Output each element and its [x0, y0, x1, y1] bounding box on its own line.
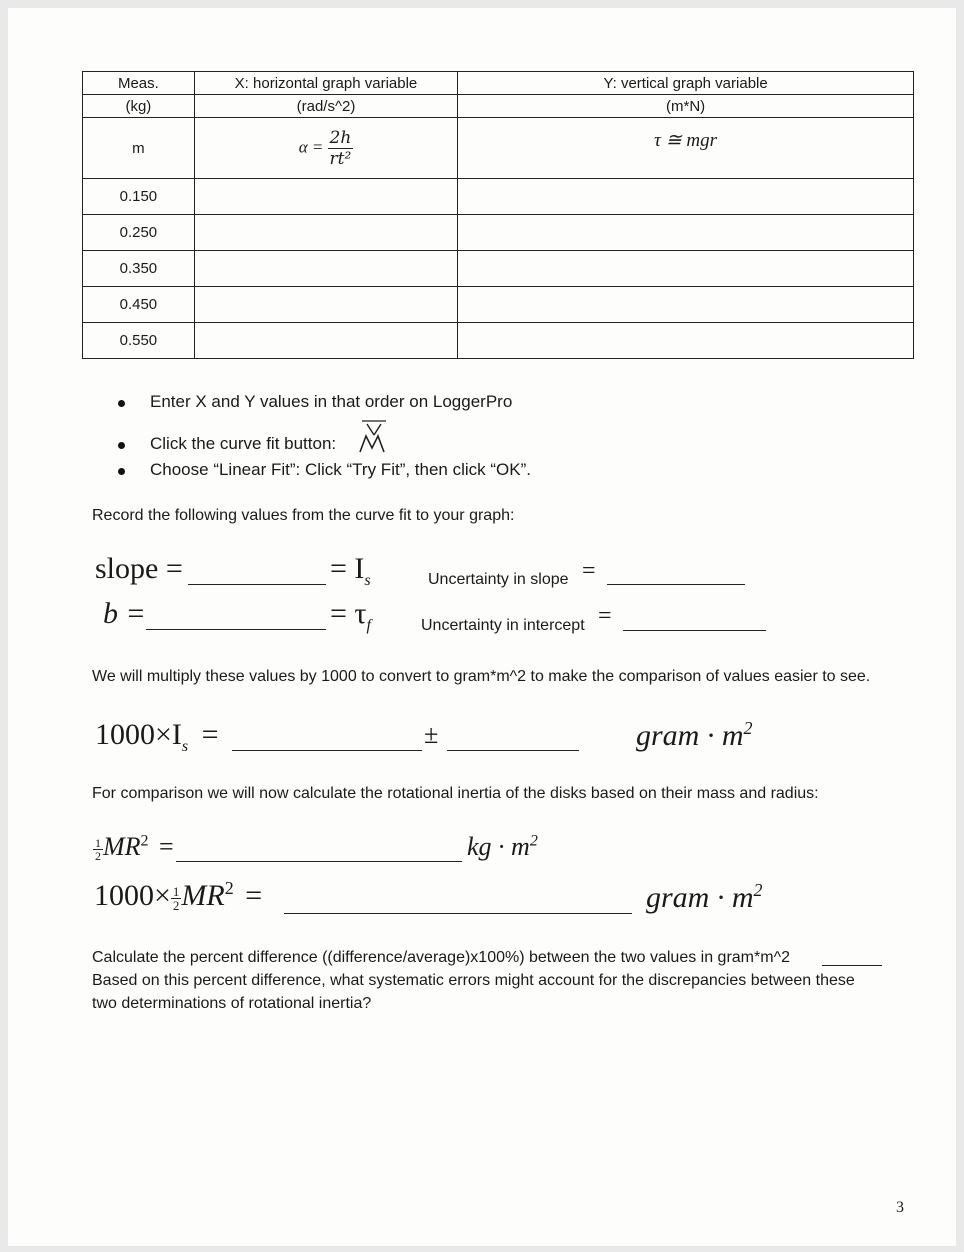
scaled-is-eq: =: [201, 718, 219, 751]
scaled-mr2-eq: =: [245, 879, 263, 912]
comparison-note: For comparison we will now calculate the rotational inertia of the disks based on their mass and radius:: [92, 785, 819, 802]
half-mr2-sup: 2: [140, 832, 149, 850]
scaled-mr2-expr: MR: [181, 879, 225, 912]
scaled-mr2-unit-sup: 2: [753, 880, 763, 900]
table-header-row-2: [83, 95, 914, 118]
half-mr2-blank[interactable]: [176, 861, 462, 862]
scaled-mr2-unit: [646, 880, 763, 915]
scaled-mr2-sup: 2: [224, 878, 234, 898]
slope-rhs-text: = I: [330, 552, 365, 585]
instruction-1: Enter X and Y values in that order on LoggerPro: [150, 392, 513, 411]
bullet-dot: [118, 442, 125, 449]
scaled-is-uncertainty-blank[interactable]: [447, 750, 579, 751]
y-input-cell[interactable]: [458, 251, 914, 287]
y-input-cell[interactable]: [458, 179, 914, 215]
slope-uncertainty-label: Uncertainty in slope: [428, 571, 569, 588]
half-mr2-unit-sup: 2: [529, 832, 538, 850]
mass-cell: 0.450: [83, 287, 195, 323]
header-unit-kg: (kg): [83, 95, 195, 118]
scaled-is-lhs: [95, 718, 219, 756]
plus-minus-sign: ±: [424, 720, 439, 749]
x-input-cell[interactable]: [194, 215, 457, 251]
scaled-mr2-prefix: 1000×: [94, 879, 171, 912]
slope-lhs: slope =: [95, 552, 183, 585]
scaled-half-num: 1: [172, 883, 180, 899]
intercept-rhs-sub: f: [366, 617, 371, 634]
record-prompt: Record the following values from the curve fit to your graph:: [92, 507, 515, 524]
x-input-cell[interactable]: [194, 323, 457, 359]
x-input-cell[interactable]: [194, 251, 457, 287]
systematic-error-question-cont: two determinations of rotational inertia?: [92, 995, 372, 1012]
x-input-cell[interactable]: [194, 179, 457, 215]
table-row: [83, 323, 914, 359]
scaled-mr2-blank[interactable]: [284, 913, 632, 914]
instruction-list: [118, 392, 718, 492]
scaled-is-unit-sup: 2: [743, 718, 753, 738]
alpha-denominator: rt²: [329, 148, 352, 169]
y-input-cell[interactable]: [458, 215, 914, 251]
intercept-blank[interactable]: [146, 629, 326, 630]
half-mr2-lhs: [93, 832, 174, 862]
multiply-note: We will multiply these values by 1000 to convert to gram*m^2 to make the comparison of values easier to see.: [92, 668, 871, 685]
intercept-rhs: [330, 597, 371, 635]
half-den: 2: [95, 848, 101, 863]
scaled-is-unit-text: gram · m: [636, 719, 744, 752]
scaled-half-den: 2: [172, 897, 180, 913]
formula-tau: [458, 118, 914, 179]
alpha-numerator: 2h: [329, 127, 352, 148]
half-num: 1: [95, 835, 101, 850]
y-input-cell[interactable]: [458, 287, 914, 323]
slope-uncertainty-eq: =: [582, 558, 596, 584]
mass-cell: 0.550: [83, 323, 195, 359]
table-formula-row: [83, 118, 914, 179]
formula-alpha: [194, 118, 457, 179]
bullet-dot: [118, 468, 125, 475]
instruction-2: Click the curve fit button:: [150, 434, 337, 453]
header-x-variable: X: horizontal graph variable: [194, 72, 457, 95]
table-row: [83, 251, 914, 287]
mass-cell: 0.150: [83, 179, 195, 215]
table-header-row-1: [83, 72, 914, 95]
scaled-half-fraction: [171, 885, 182, 912]
formula-m: m: [83, 118, 195, 179]
bullet-dot: [118, 400, 125, 407]
percent-diff-question: Calculate the percent difference ((difference/average)x100%) between the two values in gram*m^2: [92, 949, 790, 966]
half-fraction: [93, 837, 103, 862]
table-row: [83, 179, 914, 215]
intercept-lhs: b =: [103, 597, 146, 630]
header-unit-y: (m*N): [458, 95, 914, 118]
alpha-lhs: α =: [298, 136, 324, 156]
percent-diff-blank[interactable]: [822, 965, 882, 966]
scaled-mr2-lhs: [94, 878, 262, 913]
x-input-cell[interactable]: [194, 287, 457, 323]
curve-fit-icon: [356, 418, 396, 454]
alpha-fraction: [328, 128, 354, 169]
header-y-variable: Y: vertical graph variable: [458, 72, 914, 95]
scaled-is-blank[interactable]: [232, 750, 422, 751]
table-row: [83, 287, 914, 323]
intercept-uncertainty-blank[interactable]: [623, 630, 766, 631]
tau-formula: τ ≅ mgr: [654, 129, 718, 151]
systematic-error-question: Based on this percent difference, what systematic errors might account for the discrepancies between these: [92, 972, 855, 989]
page-number: 3: [896, 1199, 904, 1216]
scaled-is-text: 1000×I: [95, 718, 182, 751]
header-unit-x: (rad/s^2): [194, 95, 457, 118]
slope-rhs-sub: s: [364, 572, 371, 589]
mass-cell: 0.350: [83, 251, 195, 287]
header-meas: Meas.: [83, 72, 195, 95]
mass-cell: 0.250: [83, 215, 195, 251]
scaled-is-sub: s: [181, 738, 189, 755]
slope-rhs: [330, 552, 371, 590]
half-mr2-expr: MR: [103, 832, 141, 861]
slope-uncertainty-blank[interactable]: [607, 584, 745, 585]
intercept-uncertainty-eq: =: [598, 603, 612, 629]
scaled-mr2-unit-text: gram · m: [646, 881, 754, 914]
table-row: [83, 215, 914, 251]
intercept-rhs-text: = τ: [330, 597, 367, 630]
scaled-is-unit: [636, 718, 753, 753]
half-mr2-unit-text: kg · m: [467, 832, 530, 861]
intercept-uncertainty-label: Uncertainty in intercept: [421, 617, 585, 634]
y-input-cell[interactable]: [458, 323, 914, 359]
half-mr2-eq: =: [159, 832, 174, 861]
half-mr2-unit: [467, 832, 538, 862]
data-table: [82, 71, 914, 359]
slope-blank[interactable]: [188, 584, 326, 585]
instruction-3: Choose “Linear Fit”: Click “Try Fit”, then click “OK”.: [150, 460, 531, 479]
